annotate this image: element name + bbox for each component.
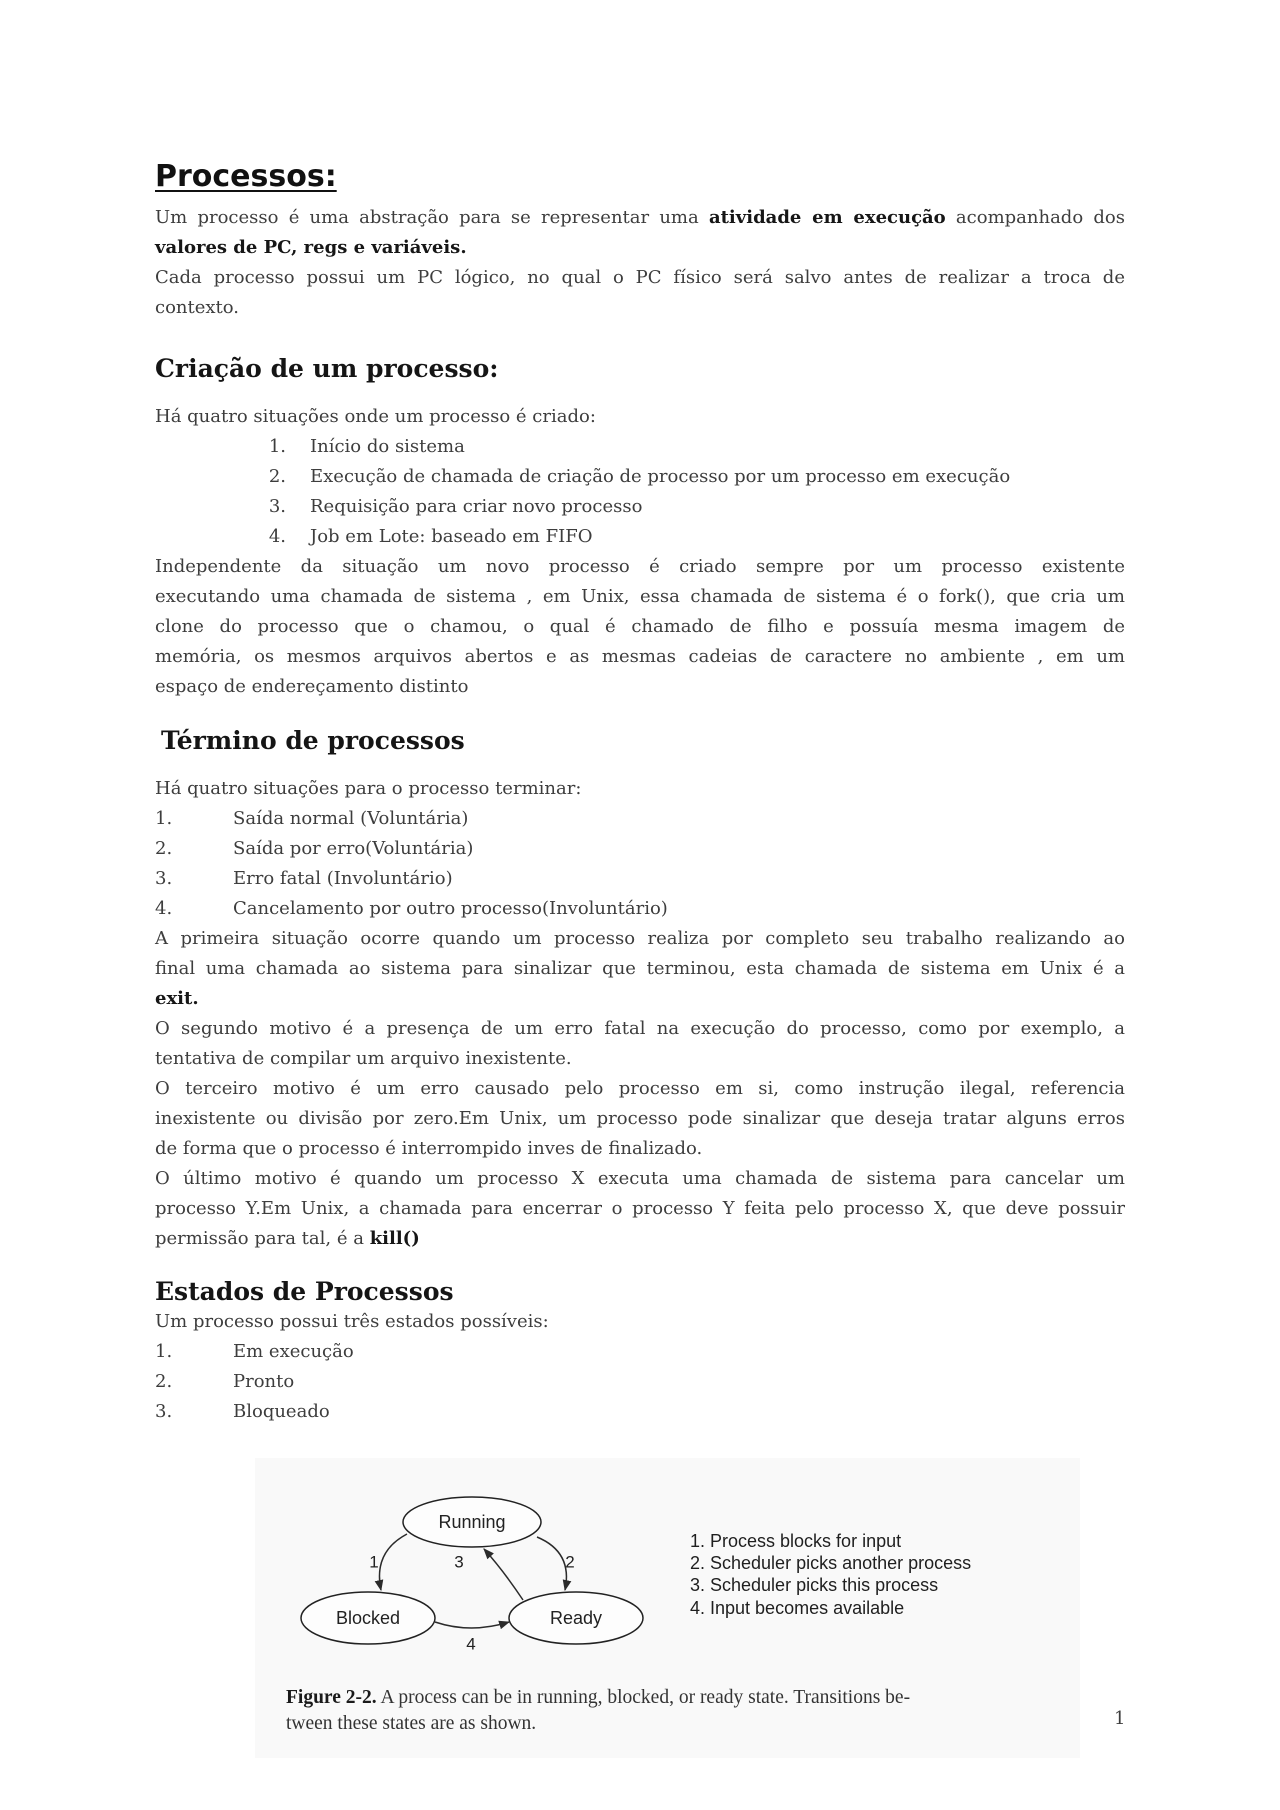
paragraph-line: A primeira situação ocorre quando um processo realiza por completo seu trabalho realizando ao (155, 928, 1125, 949)
paragraph-line (155, 1224, 1125, 1254)
list-text: Pronto (233, 1371, 295, 1392)
list-text: Em execução (233, 1341, 354, 1362)
section-heading-termination: Término de processos (161, 726, 465, 755)
paragraph-line: Há quatro situações para o processo terminar: (155, 778, 582, 799)
paragraph-line: O último motivo é quando um processo X executa uma chamada de sistema para cancelar um (155, 1168, 1125, 1189)
paragraph-line: de forma que o processo é interrompido inves de finalizado. (155, 1138, 703, 1159)
list-item (155, 462, 1125, 492)
bold-text: atividade em execução (708, 207, 946, 228)
section-heading-creation: Criação de um processo: (155, 354, 499, 383)
list-text: Bloqueado (233, 1401, 330, 1422)
figure-caption-line-1 (286, 1687, 910, 1708)
transition-label-4: 4 (466, 1634, 476, 1654)
state-blocked-label: Blocked (335, 1608, 401, 1628)
paragraph-line: Há quatro situações onde um processo é criado: (155, 406, 596, 427)
list-number: 1. (155, 808, 173, 829)
list-text: Job em Lote: baseado em FIFO (310, 526, 593, 547)
list-item (155, 804, 1125, 834)
paragraph-line: espaço de endereçamento distinto (155, 676, 469, 697)
paragraph-line: clone do processo que o chamou, o qual é chamado de filho e possuía mesma imagem de (155, 616, 1125, 637)
list-text: Erro fatal (Involuntário) (233, 868, 453, 889)
bold-text: kill() (369, 1228, 420, 1249)
legend-item: 2. Scheduler picks another process (690, 1553, 972, 1573)
process-state-diagram (255, 1458, 1080, 1758)
list-text: Saída por erro(Voluntária) (233, 838, 474, 859)
list-item (155, 1397, 1125, 1427)
list-number: 1. (155, 1341, 173, 1362)
list-number: 2. (268, 466, 286, 487)
list-text: Início do sistema (310, 436, 465, 457)
line-text: permissão para tal, é a (155, 1228, 370, 1249)
bold-text: valores de PC, regs e variáveis. (155, 237, 467, 258)
paragraph-line: Um processo possui três estados possíveis: (155, 1311, 549, 1332)
states-section (155, 1307, 1125, 1427)
list-number: 4. (268, 526, 286, 547)
list-number: 2. (155, 838, 173, 859)
paragraph-line: contexto. (155, 297, 240, 318)
paragraph-line: tentativa de compilar um arquivo inexistente. (155, 1048, 572, 1069)
paragraph-line (155, 233, 1125, 263)
transition-label-1: 1 (369, 1552, 379, 1572)
list-item (155, 1367, 1125, 1397)
paragraph-line: O segundo motivo é a presença de um erro fatal na execução do processo, como por exemplo, a (155, 1018, 1125, 1039)
intro-section (155, 203, 1125, 323)
transition-label-3: 3 (454, 1552, 464, 1572)
line-text: Um processo é uma abstração para se representar uma (155, 207, 709, 228)
list-item (155, 492, 1125, 522)
list-item (155, 1337, 1125, 1367)
paragraph-line: inexistente ou divisão por zero.Em Unix, um processo pode sinalizar que deseja tratar alguns erros (155, 1108, 1125, 1129)
paragraph-line: Independente da situação um novo processo é criado sempre por um processo existente (155, 556, 1125, 577)
termination-section (155, 774, 1125, 1254)
list-text: Requisição para criar novo processo (310, 496, 643, 517)
figure-caption-line-2: tween these states are as shown. (286, 1713, 537, 1734)
page-number: 1 (1114, 1708, 1126, 1729)
list-number: 3. (155, 868, 173, 889)
paragraph-line: executando uma chamada de sistema , em Unix, essa chamada de sistema é o fork(), que cria um (155, 586, 1125, 607)
state-ready-label: Ready (549, 1608, 603, 1628)
paragraph-line (155, 203, 1125, 233)
page-title: Processos: (155, 159, 337, 194)
list-item (155, 522, 1125, 552)
list-text: Execução de chamada de criação de processo por um processo em execução (310, 466, 1011, 487)
paragraph-line: Cada processo possui um PC lógico, no qual o PC físico será salvo antes de realizar a troca de (155, 267, 1125, 288)
figure-caption-text: A process can be in running, blocked, or ready state. Transitions be- (376, 1687, 911, 1708)
legend-item: 4. Input becomes available (690, 1598, 905, 1618)
figure-caption-label: Figure 2-2. (286, 1687, 377, 1708)
line-text: acompanhado dos (945, 207, 1125, 228)
transition-label-2: 2 (565, 1552, 575, 1572)
list-number: 3. (268, 496, 286, 517)
list-number: 2. (155, 1371, 173, 1392)
list-item (155, 834, 1125, 864)
paragraph-line (155, 984, 1125, 1014)
list-item (155, 894, 1125, 924)
list-number: 1. (268, 436, 286, 457)
paragraph-line: processo Y.Em Unix, a chamada para encerrar o processo Y feita pelo processo X, que deve possuir (155, 1198, 1125, 1219)
list-number: 3. (155, 1401, 173, 1422)
list-item (155, 864, 1125, 894)
creation-section (155, 402, 1125, 702)
list-text: Saída normal (Voluntária) (233, 808, 469, 829)
list-item (155, 432, 1125, 462)
section-heading-states: Estados de Processos (155, 1277, 454, 1306)
paragraph-line: memória, os mesmos arquivos abertos e as mesmas cadeias de caractere no ambiente , em um (155, 646, 1125, 667)
list-number: 4. (155, 898, 173, 919)
paragraph-line: O terceiro motivo é um erro causado pelo processo em si, como instrução ilegal, referencia (155, 1078, 1125, 1099)
legend-item: 1. Process blocks for input (690, 1531, 902, 1551)
state-running-label: Running (438, 1512, 506, 1532)
legend-item: 3. Scheduler picks this process (690, 1575, 939, 1595)
bold-text: exit. (155, 988, 199, 1009)
list-text: Cancelamento por outro processo(Involuntário) (233, 898, 668, 919)
paragraph-line: final uma chamada ao sistema para sinalizar que terminou, esta chamada de sistema em Unix é a (155, 958, 1125, 979)
